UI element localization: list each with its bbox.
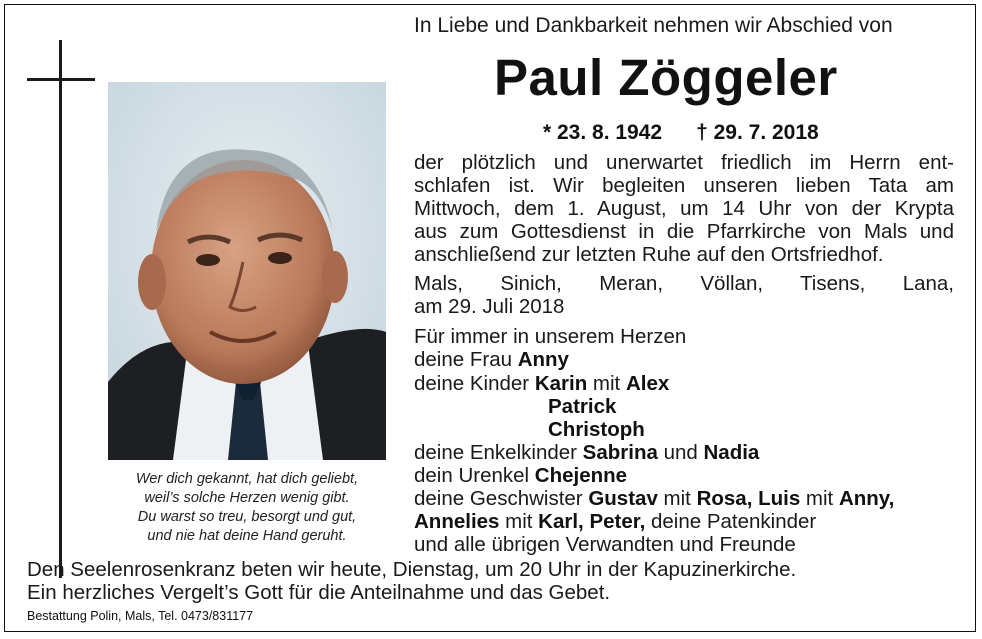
text-line: aus zum Gottesdienst in die Pfarrkirche von Mals und [414, 220, 954, 243]
relatives-line: und alle übrigen Verwandten und Freunde [414, 533, 796, 556]
child-name: Patrick [548, 395, 617, 418]
sibling-name: Annelies [414, 510, 500, 533]
sibling-name: Gustav [588, 487, 658, 510]
godchildren-label: deine Patenkinder [645, 510, 817, 533]
child-line [548, 395, 616, 418]
text-line: anschließend zur letzten Ruhe auf den Ortsfriedhof. [414, 243, 884, 266]
label: mit [587, 372, 626, 395]
heart-line: Für immer in unserem Herzen [414, 325, 687, 348]
death-date: † 29. 7. 2018 [696, 121, 819, 144]
quote-line: Wer dich gekannt, hat dich geliebt, [135, 471, 359, 487]
thanks-line: Ein herzliches Vergelt’s Gott für die Anteilnahme und das Gebet. [27, 581, 611, 604]
date-line: am 29. Juli 2018 [414, 295, 565, 318]
portrait-illustration [108, 82, 386, 460]
text-line: der plötzlich und unerwartet friedlich im Herrn ent- [414, 151, 954, 174]
grandchildren-line [414, 441, 759, 464]
partner-name: Alex [625, 372, 670, 395]
label: deine Kinder [414, 372, 535, 395]
cross-icon-bar [27, 78, 95, 81]
label: mit [657, 487, 697, 510]
siblings-line-2 [414, 510, 816, 533]
intro-line: In Liebe und Dankbarkeit nehmen wir Abschied von [414, 14, 893, 37]
child-line [548, 418, 645, 441]
quote-line: und nie hat deine Hand geruht. [147, 528, 347, 544]
deceased-name: Paul Zöggeler [494, 49, 838, 106]
quote-line: weil’s solche Herzen wenig gibt. [144, 490, 350, 506]
label: deine Enkelkinder [414, 441, 583, 464]
partner-name: Anny, [838, 487, 895, 510]
grandchild-name: Nadia [703, 441, 760, 464]
text-line: schlafen ist. Wir begleiten unseren lieben Tata am [414, 174, 954, 197]
partner-names: Karl, Peter, [538, 510, 646, 533]
quote-line: Du warst so treu, besorgt und gut, [137, 509, 357, 525]
great-grandchild-name: Chejenne [534, 464, 628, 487]
life-dates [543, 121, 819, 145]
places-line: Mals, Sinich, Meran, Völlan, Tisens, Lana, [414, 272, 954, 295]
label: und [657, 441, 704, 464]
wife-name: Anny [517, 348, 569, 371]
siblings-line [414, 487, 894, 510]
label: dein Urenkel [414, 464, 535, 487]
label: mit [800, 487, 839, 510]
rosary-line: Den Seelenrosenkranz beten wir heute, Dienstag, um 20 Uhr in der Kapuzinerkirche. [27, 558, 797, 581]
portrait-photo [108, 82, 386, 460]
child-name: Karin [534, 372, 588, 395]
label: deine Geschwister [414, 487, 589, 510]
sibling-names: Rosa, Luis [696, 487, 801, 510]
funeral-home-footer: Bestattung Polin, Mals, Tel. 0473/831177 [27, 609, 254, 623]
cross-icon [59, 40, 62, 578]
label: deine Frau [414, 348, 518, 371]
children-line [414, 372, 669, 395]
child-name: Christoph [548, 418, 645, 441]
wife-line [414, 348, 569, 371]
birth-date: * 23. 8. 1942 [543, 121, 663, 144]
grandchild-name: Sabrina [582, 441, 658, 464]
great-grandchild-line [414, 464, 627, 487]
label: mit [499, 510, 539, 533]
memorial-quote [106, 470, 388, 546]
announcement-text [414, 151, 954, 266]
place-date [414, 272, 954, 318]
text-line: Mittwoch, dem 1. August, um 14 Uhr von der Krypta [414, 197, 954, 220]
